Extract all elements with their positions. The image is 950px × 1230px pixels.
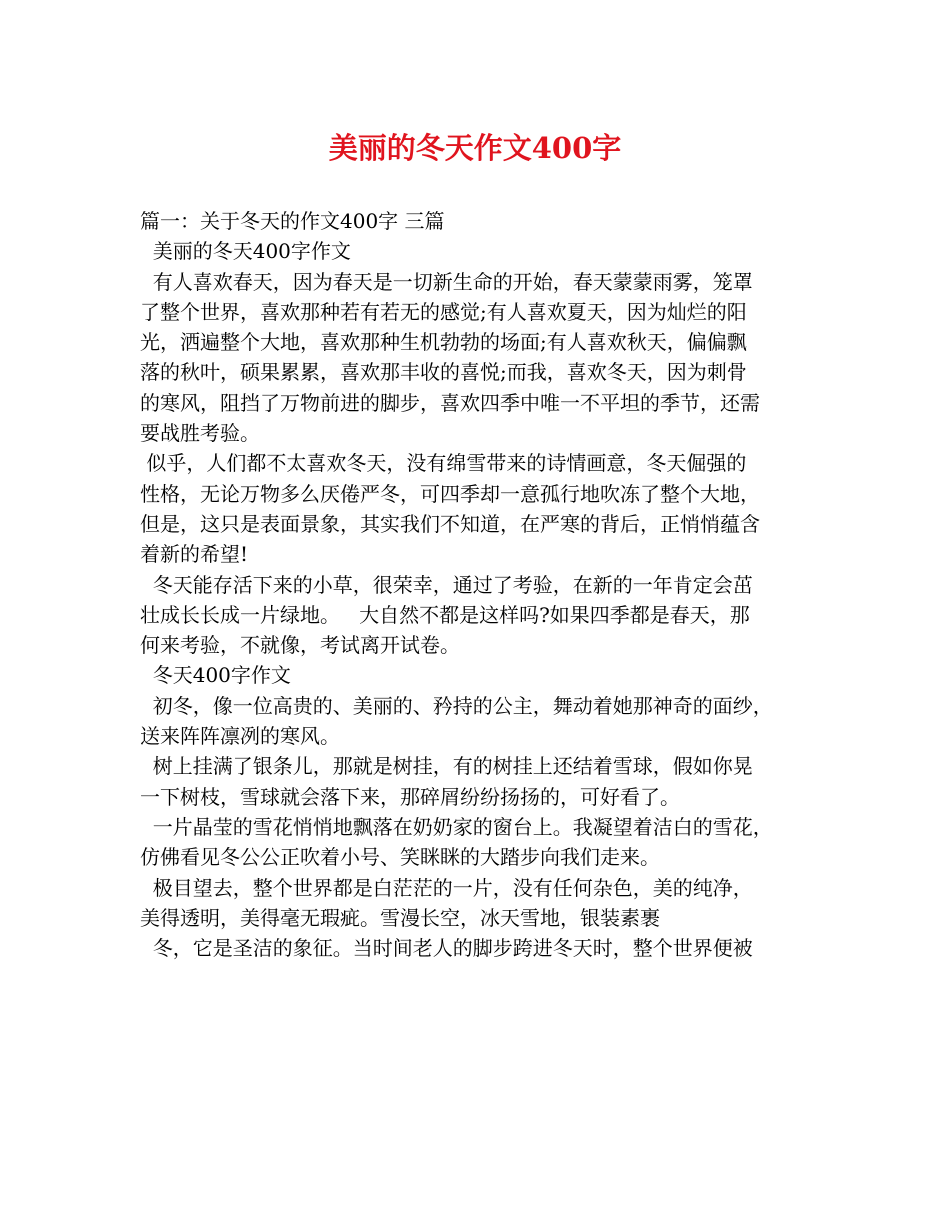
text-line: 但是，这只是表面景象，其实我们不知道，在严寒的背后，正悄悄蕴含: [140, 511, 760, 536]
document-title: 美丽的冬天作文400字: [328, 131, 622, 165]
text-line: 冬天400字作文: [140, 663, 291, 688]
text-line: 何来考验，不就像，考试离开试卷。: [140, 633, 460, 658]
text-line: 壮成长长成一片绿地。 大自然不都是这样吗?如果四季都是春天，那: [140, 602, 750, 627]
text-line: 着新的希望!: [140, 542, 249, 567]
text-line: 冬，它是圣洁的象征。当时间老人的脚步跨进冬天时，整个世界便被: [140, 936, 753, 961]
text-line: 有人喜欢春天，因为春天是一切新生命的开始，春天蒙蒙雨雾，笼罩: [140, 269, 753, 294]
text-line: 美丽的冬天400字作文: [140, 239, 351, 264]
text-line: 一片晶莹的雪花悄悄地飘落在奶奶家的窗台上。我凝望着洁白的雪花，: [140, 814, 773, 839]
text-line: 树上挂满了银条儿，那就是树挂，有的树挂上还结着雪球，假如你晃: [140, 754, 753, 779]
text-line: 美得透明，美得毫无瑕疵。雪漫长空，冰天雪地，银装素裹: [140, 905, 660, 930]
text-line: 极目望去，整个世界都是白茫茫的一片，没有任何杂色，美的纯净，: [140, 875, 753, 900]
document-body: [140, 206, 830, 963]
text-line: 初冬，像一位高贵的、美丽的、矜持的公主，舞动着她那神奇的面纱，: [140, 693, 773, 718]
text-line: 送来阵阵凛冽的寒风。: [140, 724, 340, 749]
text-line: 了整个世界，喜欢那种若有若无的感觉;有人喜欢夏天，因为灿烂的阳: [140, 299, 747, 324]
text-line: 光，洒遍整个大地，喜欢那种生机勃勃的场面;有人喜欢秋天，偏偏飘: [140, 330, 747, 355]
text-line: 篇一：关于冬天的作文400字 三篇: [140, 209, 445, 233]
text-line: 冬天能存活下来的小草，很荣幸，通过了考验，在新的一年肯定会茁: [140, 572, 753, 597]
text-line: 要战胜考验。: [140, 421, 260, 446]
text-line: 的寒风，阻挡了万物前进的脚步，喜欢四季中唯一不平坦的季节，还需: [140, 390, 760, 415]
text-line: 性格，无论万物多么厌倦严冬，可四季却一意孤行地吹冻了整个大地，: [140, 481, 760, 506]
text-line: 落的秋叶，硕果累累，喜欢那丰收的喜悦;而我，喜欢冬天，因为刺骨: [140, 360, 747, 385]
text-line: 一下树枝，雪球就会落下来，那碎屑纷纷扬扬的，可好看了。: [140, 784, 680, 809]
text-line: 似乎，人们都不太喜欢冬天，没有绵雪带来的诗情画意，冬天倔强的: [140, 451, 747, 476]
text-line: 仿佛看见冬公公正吹着小号、笑眯眯的大踏步向我们走来。: [140, 845, 660, 870]
